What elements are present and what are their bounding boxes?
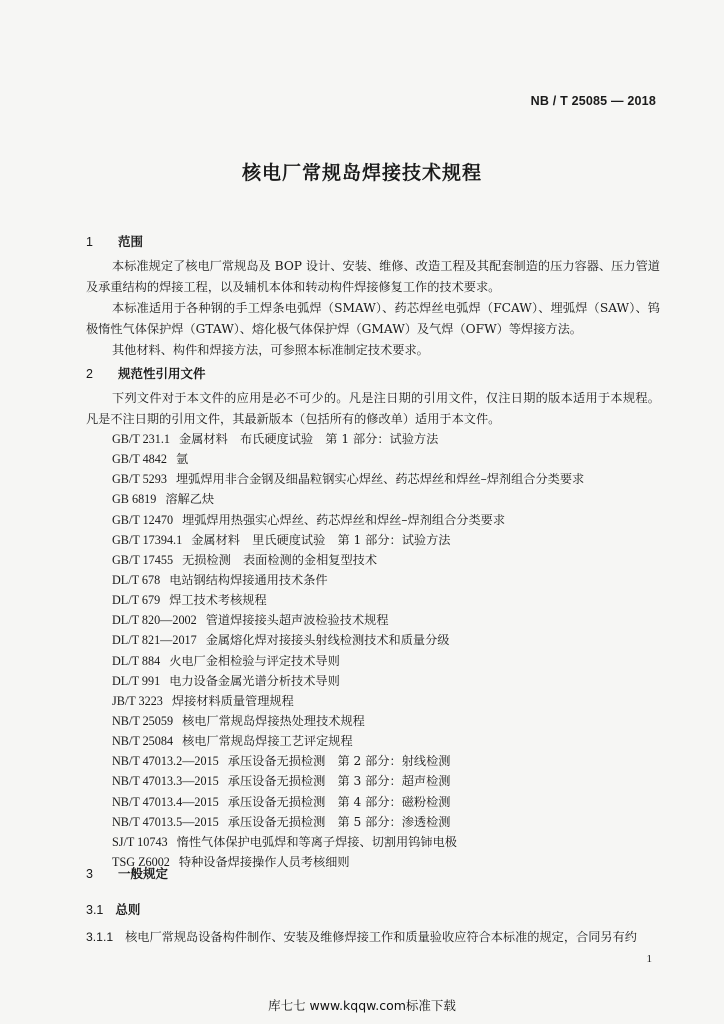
reference-item: [112, 751, 584, 771]
reference-code: GB/T 231.1: [112, 432, 171, 446]
reference-title: 金属材料 布氏硬度试验 第 1 部分：试验方法: [179, 432, 439, 446]
reference-item: [112, 812, 584, 832]
reference-title: 惰性气体保护电弧焊和等离子焊接、切割用钨铈电极: [176, 834, 457, 849]
reference-item: [112, 651, 584, 671]
reference-code: NB/T 47013.5—2015: [112, 814, 219, 829]
reference-title: 核电厂常规岛焊接工艺评定规程: [182, 734, 353, 749]
scope-paragraph-1: 本标准规定了核电厂常规岛及 BOP 设计、安装、维修、改造工程及其配套制造的压力容器、压力管道及承重结构的焊接工程，以及辅机本体和转动构件焊接修复工作的技术要求。: [86, 259, 660, 294]
clause-text: 核电厂常规岛设备构件制作、安装及维修焊接工作和质量验收应符合本标准的规定，合同另有约: [125, 930, 637, 944]
section-1-heading: [86, 232, 143, 250]
reference-code: GB/T 12470: [112, 512, 174, 527]
reference-title: 火电厂金相检验与评定技术导则: [169, 653, 340, 668]
reference-item: [112, 449, 584, 469]
reference-title: 承压设备无损检测 第 3 部分：超声检测: [227, 774, 451, 789]
reference-code: SJ/T 10743: [112, 834, 168, 849]
clause-number: 3.1.1: [86, 930, 114, 944]
reference-code: NB/T 47013.4—2015: [112, 794, 219, 809]
document-title: 核电厂常规岛焊接技术规程: [241, 162, 482, 184]
reference-title: 电力设备金属光谱分析技术导则: [169, 673, 340, 688]
reference-item: [112, 691, 584, 711]
reference-title: 埋弧焊用非合金钢及细晶粒钢实心焊丝、药芯焊丝和焊丝–焊剂组合分类要求: [175, 472, 585, 487]
reference-code: GB/T 4842: [112, 452, 167, 467]
reference-item: [112, 610, 584, 630]
reference-item: [112, 771, 584, 791]
scope-paragraph-3: 其他材料、构件和焊接方法，可参照本标准制定技术要求。: [112, 343, 429, 357]
reference-code: DL/T 679: [112, 593, 161, 608]
reference-code: DL/T 991: [112, 673, 161, 688]
reference-title: 承压设备无损检测 第 2 部分：射线检测: [227, 754, 451, 769]
reference-title: 承压设备无损检测 第 5 部分：渗透检测: [227, 814, 451, 829]
reference-code: DL/T 884: [112, 653, 161, 668]
subsection-3-1-heading: [86, 900, 140, 918]
reference-title: 特种设备焊接操作人员考核细则: [178, 854, 350, 869]
reference-item: [112, 510, 584, 530]
reference-title: 核电厂常规岛焊接热处理技术规程: [182, 713, 365, 728]
reference-title: 电站钢结构焊接通用技术条件: [169, 572, 328, 587]
section-number: 1: [86, 235, 93, 249]
section-3-heading: [86, 864, 168, 882]
reference-item: [112, 530, 584, 550]
reference-item: [112, 852, 584, 872]
reference-item: [112, 489, 584, 509]
reference-code: DL/T 820—2002: [112, 613, 197, 628]
section-title: 范围: [118, 234, 144, 249]
subsection-title: 总则: [115, 902, 141, 917]
reference-title: 焊接材料质量管理规程: [171, 693, 294, 708]
reference-item: [112, 671, 584, 691]
reference-code: DL/T 821—2017: [112, 633, 197, 648]
reference-title: 焊工技术考核规程: [169, 593, 267, 608]
reference-list: [112, 429, 584, 872]
reference-item: [112, 731, 584, 751]
reference-title: 金属熔化焊对接接头射线检测技术和质量分级: [205, 633, 450, 648]
reference-code: GB/T 17394.1: [112, 532, 183, 547]
reference-code: NB/T 25084: [112, 734, 174, 749]
footer-watermark-text: 库七七 www.kqqw.com标准下载: [268, 998, 456, 1013]
reference-title: 埋弧焊用热强实心焊丝、药芯焊丝和焊丝–焊剂组合分类要求: [182, 512, 506, 527]
reference-code: TSG Z6002: [112, 854, 170, 869]
section-title: 一般规定: [118, 866, 169, 881]
reference-item: [112, 832, 584, 852]
reference-item: [112, 630, 584, 650]
reference-item: [112, 711, 584, 731]
reference-item: [112, 550, 584, 570]
reference-title: 管道焊接接头超声波检验技术规程: [205, 613, 389, 628]
reference-code: GB/T 5293: [112, 472, 167, 487]
reference-code: NB/T 47013.2—2015: [112, 754, 219, 769]
page-number: 1: [646, 953, 652, 965]
scope-paragraph-2: 本标准适用于各种钢的手工焊条电弧焊（SMAW）、药芯焊丝电弧焊（FCAW）、埋弧焊（SAW）、钨极惰性气体保护焊（GTAW）、熔化极气体保护焊（GMAW）及气焊（OFW）等焊接方法。: [86, 301, 660, 336]
reference-code: DL/T 678: [112, 572, 161, 587]
reference-title: 氩: [175, 452, 189, 467]
reference-item: [112, 590, 584, 610]
reference-code: GB/T 17455: [112, 552, 174, 567]
reference-item: [112, 429, 584, 449]
section-number: 2: [86, 367, 93, 381]
reference-code: NB/T 25059: [112, 713, 174, 728]
reference-code: NB/T 47013.3—2015: [112, 774, 219, 789]
section-title: 规范性引用文件: [118, 366, 206, 381]
reference-title: 无损检测 表面检测的金相复型技术: [182, 552, 378, 567]
reference-title: 承压设备无损检测 第 4 部分：磁粉检测: [227, 794, 451, 809]
reference-title: 溶解乙炔: [165, 492, 215, 507]
reference-code: GB 6819: [112, 492, 157, 507]
reference-code: JB/T 3223: [112, 693, 163, 708]
section-number: 3: [86, 867, 93, 881]
reference-item: [112, 792, 584, 812]
subsection-number: 3.1: [86, 903, 104, 917]
reference-item: [112, 570, 584, 590]
standard-number: NB / T 25085 — 2018: [530, 94, 656, 108]
reference-item: [112, 469, 584, 489]
clause-3-1-1: [86, 928, 637, 945]
section-2-heading: [86, 364, 206, 382]
normative-references-intro: 下列文件对于本文件的应用是必不可少的。凡是注日期的引用文件，仅注日期的版本适用于本规程。凡是不注日期的引用文件，其最新版本（包括所有的修改单）适用于本文件。: [86, 391, 660, 426]
reference-title: 金属材料 里氏硬度试验 第 1 部分：试验方法: [191, 532, 451, 547]
